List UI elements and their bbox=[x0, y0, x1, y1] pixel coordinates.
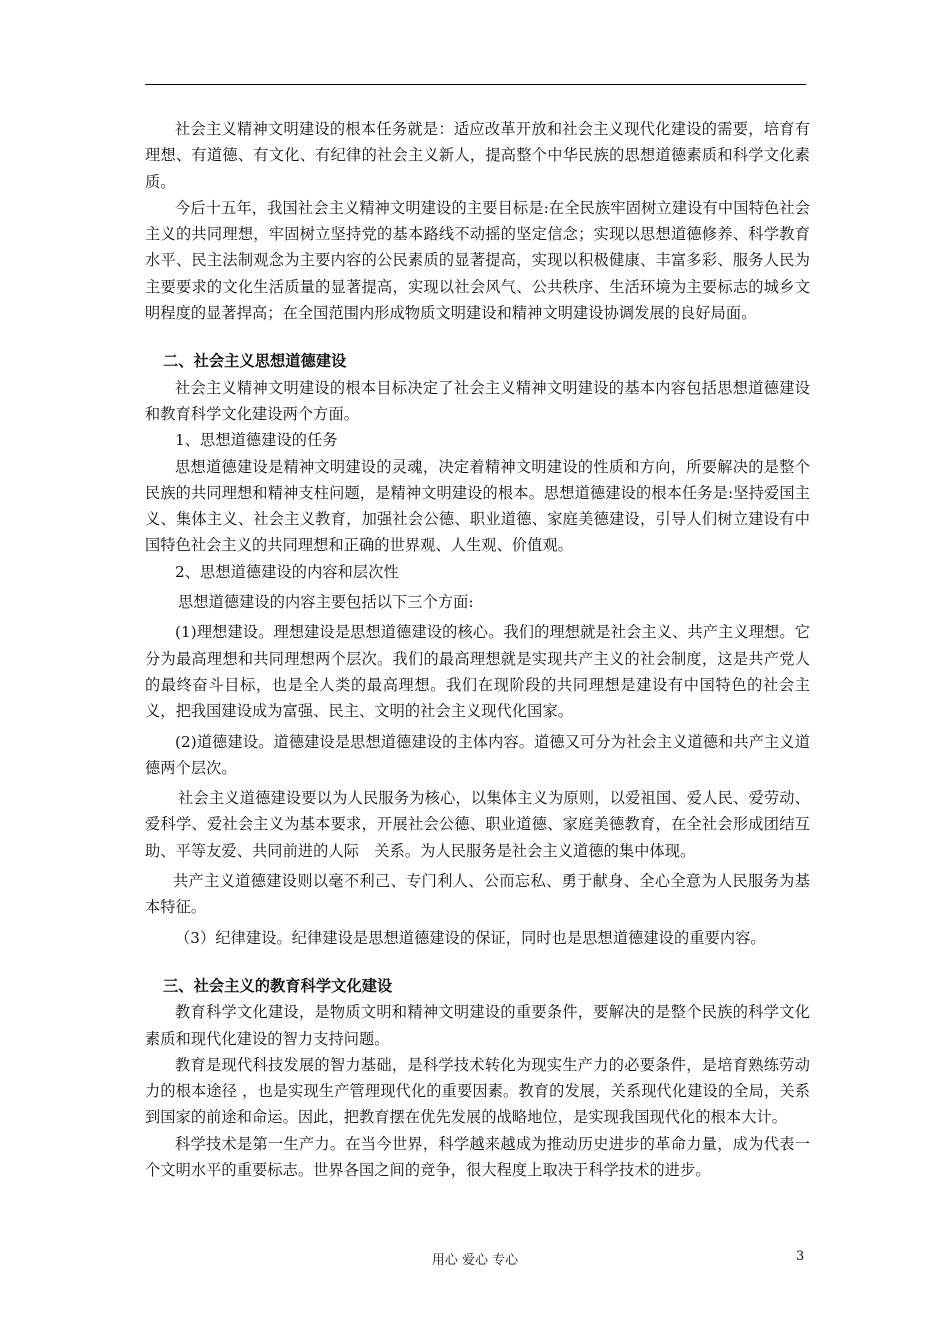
section-heading: 三、社会主义的教育科学文化建设 bbox=[163, 976, 393, 995]
header-rule bbox=[145, 84, 806, 85]
document-body bbox=[145, 116, 810, 1183]
paragraph: 思想道德建设的内容主要包括以下三个方面: bbox=[178, 593, 474, 612]
paragraph: 社会主义精神文明建设的根本目标决定了社会主义精神文明建设的基本内容包括思想道德建设和教育科学文化建设两个方面。 bbox=[145, 378, 810, 423]
subsection-heading: 2、思想道德建设的内容和层次性 bbox=[175, 562, 399, 581]
paragraph: 今后十五年，我国社会主义精神文明建设的主要目标是:在全民族牢固树立建设有中国特色社会主义的共同理想，牢固树立坚持党的基本路线不动摇的坚定信念；实现以思想道德修养、科学教育水平、民主法制观念为主要内容的公民素质的显著提高，实现以积极健康、丰富多彩、服务人民为主要要求的文化生活质量的显著提高，实现以社会风气、公共秩序、生活环境为主要标志的城乡文明程度的显著捍高；在全国范围内形成物质文明建设和精神文明建设协调发展的良好局面。 bbox=[145, 198, 810, 323]
footer-motto: 用心 爱心 专心 bbox=[431, 1253, 519, 1268]
paragraph: 社会主义精神文明建设的根本任务就是：适应改革开放和社会主义现代化建设的需要，培育有理想、有道德、有文化、有纪律的社会主义新人，提高整个中华民族的思想道德素质和科学文化素质。 bbox=[145, 120, 810, 191]
paragraph: （3）纪律建设。纪律建设是思想道德建设的保证，同时也是思想道德建设的重要内容。 bbox=[175, 928, 766, 947]
paragraph: (1)理想建设。理想建设是思想道德建设的核心。我们的理想就是社会主义、共产主义理想。它分为最高理想和共同理想两个层次。我们的最高理想就是实现共产主义的社会制度，这是共产党人的最终奋斗目标，也是全人类的最高理想。我们在现阶段的共同理想是建设有中国特色的社会主义，把我国建设成为富强、民主、文明的社会主义现代化国家。 bbox=[145, 623, 810, 721]
subsection-heading: 1、思想道德建设的任务 bbox=[175, 431, 338, 450]
paragraph: 教育是现代科技发展的智力基础，是科学技术转化为现实生产力的必要条件，是培育熟练劳动力的根本途径 ，也是实现生产管理现代化的重要因素。教育的发展，关系现代化建设的全局，关系到国家的前途和命运。因此，把教育摆在优先发展的战略地位，是实现我国现代化的根本大计。 bbox=[145, 1055, 810, 1127]
paragraph: 教育科学文化建设，是物质文明和精神文明建设的重要条件，要解决的是整个民族的科学文化素质和现代化建设的智力支持问题。 bbox=[145, 1003, 810, 1048]
paragraph: 共产主义道德建设则以毫不利己、专门利人、公而忘私、勇于献身、全心全意为人民服务为基本特征。 bbox=[145, 872, 810, 917]
paragraph: (2)道德建设。道德建设是思想道德建设的主体内容。道德又可分为社会主义道德和共产主义道德两个层次。 bbox=[145, 732, 810, 777]
paragraph: 思想道德建设是精神文明建设的灵魂，决定着精神文明建设的性质和方向，所要解决的是整个民族的共同理想和精神支柱问题，是精神文明建设的根本。思想道德建设的根本任务是:坚持爱国主义、集体主义、社会主义教育，加强社会公德、职业道德、家庭美德建设，引导人们树立建设有中国特色社会主义的共同理想和正确的世界观、人生观、价值观。 bbox=[145, 457, 810, 555]
page-number: 3 bbox=[796, 1249, 805, 1264]
paragraph: 科学技术是第一生产力。在当今世界，科学越来越成为推动历史进步的革命力量，成为代表一个文明水平的重要标志。世界各国之间的竞争，很大程度上取决于科学技术的进步。 bbox=[145, 1134, 810, 1179]
section-heading: 二、社会主义思想道德建设 bbox=[163, 352, 347, 371]
paragraph: 社会主义道德建设要以为人民服务为核心，以集体主义为原则，以爱祖国、爱人民、爱劳动、爱科学、爱社会主义为基本要求，开展社会公德、职业道德、家庭美德教育，在全社会形成团结互助、平等友爱、共同前进的人际 关系。为人民服务是社会主义道德的集中体现。 bbox=[145, 789, 810, 860]
